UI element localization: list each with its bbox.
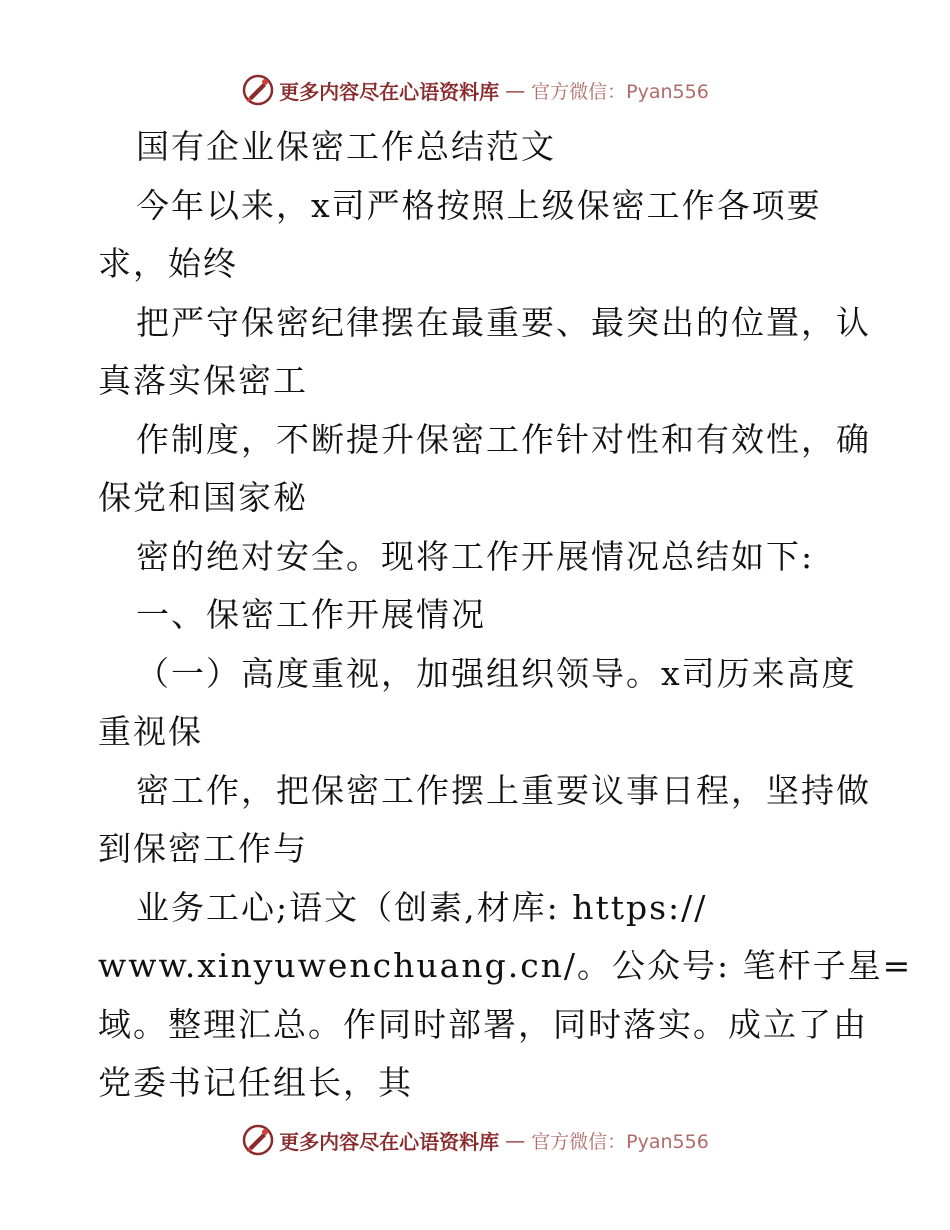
header-banner [0,70,950,110]
banner-inner [241,73,709,107]
banner-inner [241,1123,709,1157]
document-line: www.xinyuwenchuang.cn/。公众号: 笔杆子星= [98,946,913,985]
document-line: 业务工心;语文（创素,材库: https:// [136,887,708,927]
document-line: 一、保密工作开展情况 [136,595,486,634]
document-line: 作制度，不断提升保密工作针对性和有效性，确 [136,419,871,459]
document-line: 党委书记任组长，其 [98,1063,413,1102]
footer-banner [0,1120,950,1160]
document-line: 域。整理汇总。作同时部署，同时落实。成立了由 [98,1004,868,1044]
document-line: 国有企业保密工作总结范文 [136,127,556,166]
document-line: 求，始终 [98,244,238,283]
document-line: 把严守保密纪律摆在最重要、最突出的位置，认 [136,302,871,342]
document-line: 密工作，把保密工作摆上重要议事日程，坚持做 [136,770,871,810]
document-body [98,118,913,1113]
document-line: 真落实保密工 [98,361,308,400]
banner-wechat: 官方微信：Pyan556 [531,1130,709,1153]
document-line: 密的绝对安全。现将工作开展情况总结如下: [136,536,815,576]
document-line: 今年以来，x司严格按照上级保密工作各项要 [136,185,822,225]
document-line: 到保密工作与 [98,829,308,868]
pen-logo-icon [241,73,275,107]
banner-separator: — [505,1128,526,1152]
pen-logo-icon [241,1123,275,1157]
document-line: （一）高度重视，加强组织领导。x司历来高度 [136,653,857,693]
banner-wechat: 官方微信：Pyan556 [531,80,709,103]
document-line: 重视保 [98,712,203,751]
banner-text: 更多内容尽在心语资料库 [279,1129,500,1154]
banner-separator: — [505,78,526,102]
document-line: 保党和国家秘 [98,478,308,517]
banner-text: 更多内容尽在心语资料库 [279,79,500,104]
